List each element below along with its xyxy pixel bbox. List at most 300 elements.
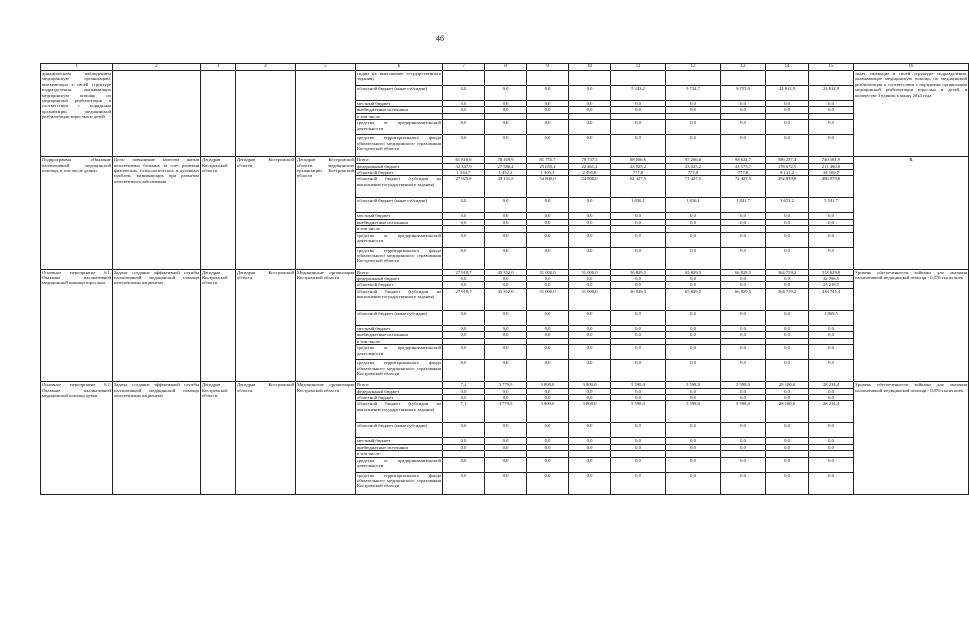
amount-cell: 0,0	[527, 86, 569, 101]
amount-cell: 0,0	[443, 345, 485, 360]
funding-source-cell: средства от предпринимательской деятельности	[356, 457, 443, 472]
amount-cell: 0,0	[527, 423, 569, 438]
amount-cell: 32 347,9	[443, 163, 485, 169]
amount-cell: 0,0	[721, 107, 766, 113]
amount-cell: 61 818,6	[443, 157, 485, 163]
funding-source-cell: местный бюджет	[356, 325, 443, 331]
amount-cell: 0,0	[809, 472, 854, 494]
amount-cell: 0,0	[485, 457, 527, 472]
amount-cell: 97 266,6	[666, 157, 721, 163]
table-row	[41, 269, 969, 275]
amount-cell: 0,0	[666, 310, 721, 325]
amount-cell: 1 452,2	[485, 170, 527, 176]
goal-cell: Задача: создание эффективной службы паллиативной медицинской помощи неизлечимым пациентам	[113, 269, 201, 381]
funding-source-cell: местный бюджет	[356, 101, 443, 107]
amount-cell: 0,0	[443, 472, 485, 494]
funding-source-cell: средства территориального фонда обязательного медицинского страхования Костромской области	[356, 135, 443, 157]
amount-cell: 28 234,4	[809, 382, 854, 388]
amount-cell: 777,8	[666, 170, 721, 176]
amount-cell: 5 598,0	[721, 401, 766, 423]
funding-source-cell: внебюджетные источники	[356, 444, 443, 450]
executor-cell: Депздрав Костромской области	[201, 157, 236, 269]
amount-cell: 0,0	[485, 423, 527, 438]
amount-cell: 0,0	[721, 325, 766, 331]
amount-cell: 0,0	[611, 120, 666, 135]
amount-cell: 740 181,9	[809, 157, 854, 163]
amount-cell: 0,0	[611, 282, 666, 288]
amount-cell: 0,0	[485, 345, 527, 360]
amount-cell: 0,0	[666, 438, 721, 444]
funding-source-cell: федеральный бюджет	[356, 388, 443, 394]
funding-source-cell: средства территориального фонда обязательного медицинского страхования Костромской области	[356, 247, 443, 269]
table-row	[41, 71, 969, 86]
amount-cell: 0,0	[569, 198, 611, 213]
executor-cell: Депздрав Костромской области	[201, 269, 236, 381]
executor-cell: Депздрав Костромской области	[201, 382, 236, 494]
amount-cell: 81 755,7	[527, 157, 569, 163]
participant-cell: Медицинские организации Костромской области	[296, 382, 356, 494]
amount-cell: 0,0	[569, 423, 611, 438]
funding-source-cell: областной бюджет (субсидии на выполнение государственного задания)	[356, 288, 443, 310]
amount-cell: 0,0	[611, 276, 666, 282]
column-header: 13	[721, 64, 766, 71]
column-header: 5	[296, 64, 356, 71]
amount-cell: 0,0	[485, 198, 527, 213]
amount-cell: 0,0	[809, 345, 854, 360]
amount-cell: 0,0	[569, 282, 611, 288]
amount-cell	[721, 71, 766, 86]
amount-cell: 23 575,7	[721, 163, 766, 169]
amount-cell: 72 427,5	[721, 176, 766, 198]
table-body	[41, 64, 969, 495]
amount-cell: 5 541,7	[809, 198, 854, 213]
coexecutor-cell: Депздрав Костромской области	[236, 269, 296, 381]
amount-cell: 392 939,8	[766, 176, 809, 198]
amount-cell: 0,0	[809, 107, 854, 113]
indicator-cell: Уровень обеспеченности койками для оказания паллиативной медицинской помощи - 0,076 тысяч коек	[854, 269, 969, 381]
header-row	[41, 64, 969, 71]
amount-cell: 0,0	[611, 310, 666, 325]
participant-cell	[296, 71, 356, 157]
amount-cell: 0,0	[569, 345, 611, 360]
amount-cell: 0,0	[527, 276, 569, 282]
amount-cell: 5 598,0	[721, 382, 766, 388]
amount-cell: 27 918,7	[443, 269, 485, 275]
amount-cell: 0,0	[666, 276, 721, 282]
amount-cell: 45 352,0	[485, 269, 527, 275]
amount-cell	[569, 71, 611, 86]
column-header: 7	[443, 64, 485, 71]
amount-cell: 0,0	[666, 213, 721, 219]
amount-cell: 0,0	[809, 101, 854, 107]
coexecutor-cell: Депздрав Костромской области	[236, 382, 296, 494]
amount-cell: 0,0	[666, 107, 721, 113]
amount-cell: 0,0	[485, 282, 527, 288]
amount-cell: 0,0	[443, 86, 485, 101]
funding-source-cell: местный бюджет	[356, 213, 443, 219]
amount-cell: 0,0	[809, 247, 854, 269]
amount-cell: 25 218,5	[809, 282, 854, 288]
amount-cell: 0,0	[569, 457, 611, 472]
amount-cell: 0,0	[527, 325, 569, 331]
amount-cell: 0,0	[485, 213, 527, 219]
amount-cell: 45 352,0	[485, 288, 527, 310]
amount-cell: 0,0	[721, 360, 766, 382]
amount-cell: 0,0	[485, 135, 527, 157]
amount-cell: 0,0	[443, 135, 485, 157]
amount-cell: 0,0	[721, 388, 766, 394]
amount-cell: 364 759,2	[766, 269, 809, 275]
amount-cell: 0,0	[443, 457, 485, 472]
amount-cell: 0,0	[809, 135, 854, 157]
amount-cell: 0,0	[721, 332, 766, 338]
amount-cell: 0,0	[485, 444, 527, 450]
amount-cell: 0,0	[809, 332, 854, 338]
amount-cell: 24 812,9	[809, 86, 854, 101]
amount-cell: 5 343,2	[611, 86, 666, 101]
column-header: 10	[569, 64, 611, 71]
amount-cell: 0,0	[569, 360, 611, 382]
amount-cell: 49 131,5	[485, 176, 527, 198]
amount-cell: 0,0	[809, 438, 854, 444]
amount-cell: 0,0	[485, 310, 527, 325]
amount-cell: 0,0	[569, 107, 611, 113]
amount-cell: 0,0	[527, 388, 569, 394]
amount-cell: 0,0	[443, 325, 485, 331]
amount-cell: 3 800,0	[569, 382, 611, 388]
amount-cell: 0,0	[721, 472, 766, 494]
amount-cell: 0,0	[527, 247, 569, 269]
amount-cell: 0,0	[611, 360, 666, 382]
funding-source-cell: федеральный бюджет	[356, 276, 443, 282]
participant-cell: Медицинские организации Костромской области	[296, 269, 356, 381]
amount-cell: 0,0	[766, 472, 809, 494]
amount-cell: 0,0	[766, 310, 809, 325]
amount-cell: 0,0	[611, 472, 666, 494]
amount-cell: 3 800,0	[569, 401, 611, 423]
amount-cell: 777,8	[611, 170, 666, 176]
amount-cell: 9 131,2	[766, 170, 809, 176]
amount-cell: 0,0	[527, 107, 569, 113]
amount-cell: 5 598,0	[666, 382, 721, 388]
indicator-cell: Уровень обеспеченности койками для оказания паллиативной медицинской помощи - 0,076 тысяч коек	[854, 382, 969, 494]
executor-cell	[201, 71, 236, 157]
amount-cell: 0,0	[666, 325, 721, 331]
amount-cell: 0,0	[721, 423, 766, 438]
amount-cell: 0,0	[721, 394, 766, 400]
amount-cell: 0,0	[721, 444, 766, 450]
funding-source-cell: в том числе:	[356, 338, 443, 344]
amount-cell: 0,0	[766, 282, 809, 288]
funding-source-cell: Всего:	[356, 382, 443, 388]
column-header: 14	[766, 64, 809, 71]
amount-cell: 438 745,4	[809, 288, 854, 310]
column-header: 11	[611, 64, 666, 71]
amount-cell: 0,0	[443, 198, 485, 213]
amount-cell: 0,0	[721, 310, 766, 325]
amount-cell: 0,0	[527, 394, 569, 400]
amount-cell: 0,0	[666, 101, 721, 107]
funding-source-cell: средства от предпринимательской деятельности	[356, 232, 443, 247]
amount-cell	[666, 71, 721, 86]
amount-cell: 0,0	[666, 135, 721, 157]
amount-cell: 0,0	[443, 282, 485, 288]
amount-cell: 0,0	[527, 232, 569, 247]
amount-cell: 0,0	[666, 120, 721, 135]
amount-cell: 0,0	[809, 388, 854, 394]
amount-cell: 71 427,5	[666, 176, 721, 198]
amount-cell: 0,0	[766, 444, 809, 450]
amount-cell: 0,0	[809, 232, 854, 247]
amount-cell: 0,0	[443, 423, 485, 438]
amount-cell: 0,0	[527, 310, 569, 325]
amount-cell: 0,0	[721, 457, 766, 472]
amount-cell: 0,0	[809, 219, 854, 225]
amount-cell: 0,0	[809, 423, 854, 438]
amount-cell: 0,0	[443, 219, 485, 225]
amount-cell: 3 779,5	[485, 382, 527, 388]
amount-cell: 0,0	[485, 101, 527, 107]
amount-cell: 23 525,2	[666, 163, 721, 169]
amount-cell	[809, 71, 854, 86]
amount-cell: 0,0	[569, 219, 611, 225]
amount-cell	[611, 71, 666, 86]
amount-cell: 25 650,4	[527, 163, 569, 169]
amount-cell: 0,0	[666, 282, 721, 288]
funding-source-cell: средства от предпринимательской деятельности	[356, 120, 443, 135]
amount-cell: 0,0	[611, 438, 666, 444]
amount-cell: 586 257,4	[766, 157, 809, 163]
amount-cell: 66 829,5	[721, 269, 766, 275]
amount-cell: 0,0	[443, 232, 485, 247]
measure-name-cell: Основное мероприятие 6.1. Оказание паллиативной медицинской помощи взрослым	[41, 269, 113, 381]
amount-cell: 0,0	[527, 219, 569, 225]
amount-cell: 0,0	[611, 232, 666, 247]
amount-cell: 65 829,5	[666, 288, 721, 310]
amount-cell: 0,0	[569, 394, 611, 400]
amount-cell: 777,8	[721, 170, 766, 176]
amount-cell: 0,0	[721, 345, 766, 360]
amount-cell: 0,0	[766, 135, 809, 157]
amount-cell: 0,0	[766, 457, 809, 472]
amount-cell: 0,0	[766, 438, 809, 444]
amount-cell: 65 829,5	[666, 269, 721, 275]
amount-cell: 0,0	[611, 388, 666, 394]
indicator-cell: задач, имеющие в своей структуре подразделения, оказывающие медицинскую помощь по медицинской реабилитации в соответствии с порядками организации медицинской реабилитации взрослых и детей, в количестве 3 единиц к концу 2024 года	[854, 71, 969, 157]
amount-cell: 27 586,4	[485, 163, 527, 169]
amount-cell: 1 836,1	[611, 198, 666, 213]
amount-cell: 0,0	[611, 332, 666, 338]
amount-cell: 0,0	[485, 120, 527, 135]
participant-cell: Депздрав Костромской области, медицинские организации Костромской области	[296, 157, 356, 269]
amount-cell: 0,0	[443, 310, 485, 325]
amount-cell: 0,0	[611, 213, 666, 219]
amount-cell: 0,0	[527, 457, 569, 472]
amount-cell: 0,0	[611, 101, 666, 107]
amount-cell: 0,0	[721, 247, 766, 269]
amount-cell: 0,0	[666, 388, 721, 394]
amount-cell: 9 734,7	[666, 86, 721, 101]
amount-cell	[485, 71, 527, 86]
amount-cell: 0,0	[809, 325, 854, 331]
amount-cell: 0,0	[527, 472, 569, 494]
amount-cell: 3 800,0	[527, 382, 569, 388]
amount-cell: 0,0	[766, 276, 809, 282]
amount-cell: 0,0	[569, 276, 611, 282]
amount-cell: 0,0	[569, 213, 611, 219]
funding-source-cell: средства территориального фонда обязательного медицинского страхования Костромской области	[356, 472, 443, 494]
amount-cell: 0,0	[569, 325, 611, 331]
amount-cell: 0,0	[527, 135, 569, 157]
amount-cell: 51 000,0	[527, 288, 569, 310]
funding-source-cell: внебюджетные источники	[356, 332, 443, 338]
amount-cell	[527, 71, 569, 86]
amount-cell	[443, 71, 485, 86]
amount-cell: 0,0	[809, 444, 854, 450]
funding-source-cell: Всего:	[356, 269, 443, 275]
amount-cell: 0,0	[666, 332, 721, 338]
amount-cell: 0,0	[443, 213, 485, 219]
amount-cell: 0,0	[569, 135, 611, 157]
amount-cell: 0,0	[611, 345, 666, 360]
amount-cell: 1 869,5	[809, 310, 854, 325]
amount-cell: 1 305,3	[527, 170, 569, 176]
page-number: 46	[436, 34, 444, 43]
amount-cell: 5 598,0	[611, 401, 666, 423]
amount-cell: 211 460,0	[809, 163, 854, 169]
amount-cell: 62 427,5	[611, 176, 666, 198]
goal-cell: Цель: повышение качества жизни неизлечимых больных за счет решения физических, психологических и духовных проблем, возникающих при развитии неизлечимого заболевания	[113, 157, 201, 269]
amount-cell: 0,0	[443, 101, 485, 107]
amount-cell: 0,0	[611, 325, 666, 331]
amount-cell: 23 525,2	[611, 163, 666, 169]
amount-cell: 0,0	[443, 276, 485, 282]
amount-cell: 0,0	[569, 247, 611, 269]
amount-cell: 0,0	[666, 472, 721, 494]
column-header: 9	[527, 64, 569, 71]
measure-name-cell: динамическим наблюдением медицинскую организацию, выезжающих к своей структуре подразделения, оказывающих медицинскую помощь по медицинской реабилитации в соответствии с порядками организации медицинской реабилитации взрослых и детей	[41, 71, 113, 157]
column-header: 8	[485, 64, 527, 71]
amount-cell: 0,0	[569, 120, 611, 135]
amount-cell: 0,0	[611, 135, 666, 157]
amount-cell: 0,0	[485, 232, 527, 247]
indicator-cell: X	[854, 157, 969, 269]
amount-cell: 364 759,2	[766, 288, 809, 310]
amount-cell: 0,0	[485, 438, 527, 444]
amount-cell: 32 796,5	[809, 276, 854, 282]
amount-cell: 0,0	[611, 444, 666, 450]
amount-cell: 0,0	[527, 345, 569, 360]
amount-cell: 0,0	[485, 247, 527, 269]
measure-name-cell: Подпрограмма «Оказание паллиативной медицинской помощи, в том числе детям»	[41, 157, 113, 269]
amount-cell: 0,0	[666, 232, 721, 247]
amount-cell: 5 598,0	[666, 401, 721, 423]
amount-cell: 0,0	[569, 101, 611, 107]
column-header: 15	[809, 64, 854, 71]
amount-cell: 0,0	[666, 423, 721, 438]
amount-cell: 0,0	[766, 232, 809, 247]
funding-source-cell: Всего:	[356, 157, 443, 163]
amount-cell: 3 779,5	[485, 401, 527, 423]
amount-cell: 51 000,0	[569, 288, 611, 310]
amount-cell: 2 495,8	[569, 170, 611, 176]
amount-cell: 0,0	[666, 444, 721, 450]
amount-cell: 0,0	[766, 325, 809, 331]
amount-cell: 0,0	[721, 276, 766, 282]
amount-cell: 0,0	[569, 86, 611, 101]
amount-cell: 3 800,0	[527, 401, 569, 423]
coexecutor-cell	[236, 71, 296, 157]
amount-cell: 0,0	[809, 120, 854, 135]
funding-source-cell: областной бюджет	[356, 282, 443, 288]
amount-cell: 0,0	[443, 444, 485, 450]
amount-cell: 0,0	[766, 120, 809, 135]
amount-cell: 0,0	[611, 394, 666, 400]
amount-cell: 0,0	[666, 394, 721, 400]
amount-cell: 0,0	[611, 219, 666, 225]
amount-cell: 3 672,2	[766, 198, 809, 213]
amount-cell: 0,0	[766, 332, 809, 338]
amount-cell: 0,0	[443, 394, 485, 400]
amount-cell: 0,0	[611, 457, 666, 472]
amount-cell: 0,0	[485, 276, 527, 282]
amount-cell: 51 000,0	[569, 269, 611, 275]
amount-cell: 0,0	[569, 438, 611, 444]
funding-source-cell: областной бюджет (иные субсидии)	[356, 310, 443, 325]
column-header: 6	[356, 64, 443, 71]
table-row	[41, 157, 969, 163]
funding-source-cell: областной бюджет	[356, 394, 443, 400]
amount-cell: 0,0	[527, 213, 569, 219]
amount-cell: 0,0	[766, 247, 809, 269]
amount-cell: 34 169,7	[809, 170, 854, 176]
funding-source-cell: местный бюджет	[356, 438, 443, 444]
amount-cell: 0,0	[721, 213, 766, 219]
amount-cell: 0,0	[485, 325, 527, 331]
amount-cell: 0,0	[721, 120, 766, 135]
column-header: 2	[113, 64, 201, 71]
amount-cell: 0,0	[527, 360, 569, 382]
amount-cell: 0,0	[809, 360, 854, 382]
amount-cell: 66 829,5	[721, 288, 766, 310]
amount-cell: 0,0	[443, 120, 485, 135]
column-header: 16	[854, 64, 969, 71]
amount-cell: 28 180,6	[766, 382, 809, 388]
amount-cell: 88 566,6	[611, 157, 666, 163]
amount-cell: 0,0	[809, 457, 854, 472]
amount-cell: 0,0	[809, 213, 854, 219]
amount-cell: 0,0	[443, 360, 485, 382]
amount-cell: 27 925,8	[443, 176, 485, 198]
amount-cell: 0,0	[666, 345, 721, 360]
measure-name-cell: Основное мероприятие 6.2. Оказание паллиативной медицинской помощи детям	[41, 382, 113, 494]
amount-cell: 0,0	[485, 394, 527, 400]
amount-cell: 0,0	[527, 332, 569, 338]
amount-cell: 0,0	[721, 282, 766, 288]
amount-cell: 0,0	[443, 107, 485, 113]
column-header: 1	[41, 64, 113, 71]
column-header: 12	[666, 64, 721, 71]
amount-cell: 27 918,7	[443, 288, 485, 310]
amount-cell: 0,0	[527, 444, 569, 450]
funding-source-cell: сидии на выполнение государственного задания)	[356, 71, 443, 86]
amount-cell: 0,0	[527, 438, 569, 444]
amount-cell: 0,0	[721, 219, 766, 225]
funding-source-cell: в том числе:	[356, 451, 443, 457]
amount-cell: 0,0	[569, 388, 611, 394]
amount-cell: 0,0	[766, 107, 809, 113]
amount-cell: 0,0	[766, 219, 809, 225]
